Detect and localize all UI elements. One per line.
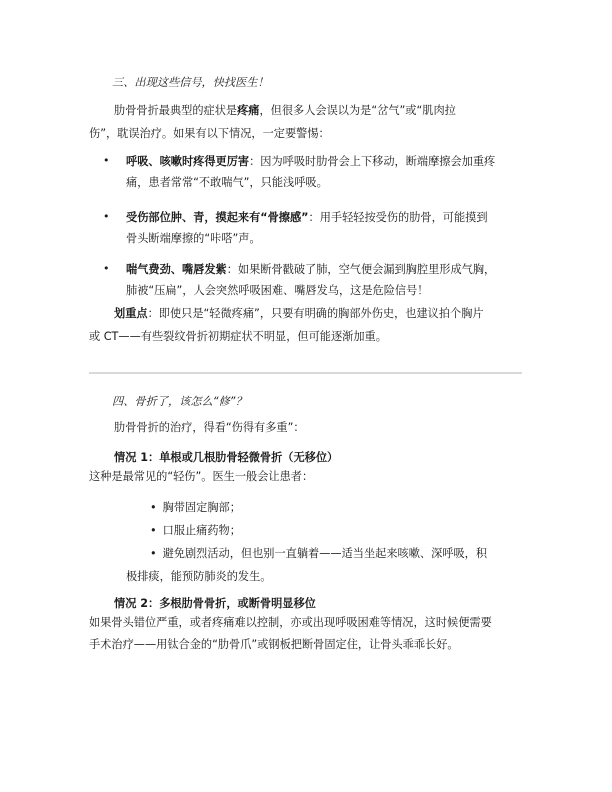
- intro-bold: 疼痛: [237, 104, 260, 117]
- key-point-line2: 或 CT——有些裂纹骨折初期症状不明显，但可能逐渐加重。: [89, 330, 387, 343]
- section-divider: [89, 372, 522, 374]
- section-3-heading: 三、出现这些信号，快找医生！: [112, 76, 269, 89]
- section-4-intro: 肋骨骨折的治疗，得看“伤得有多重”：: [114, 421, 305, 434]
- item-text: 胸带固定胸部；: [162, 501, 241, 514]
- case-1-item-avoid-activity: [150, 542, 487, 565]
- key-point-label: 划重点: [114, 307, 148, 320]
- bullet-bold: 喘气费劲、嘴唇发紫: [126, 263, 227, 276]
- case-1-item-painkillers: [150, 519, 241, 542]
- case-2-text-line2: 手术治疗——用钛合金的“肋骨爪”或钢板把断骨固定住，让骨头乖乖长好。: [89, 638, 459, 651]
- bullet-item-breathing-pain: [126, 151, 526, 193]
- bullet-item-breathing-difficulty: [126, 259, 526, 301]
- bullet-glyph: •: [103, 154, 110, 167]
- section-3-intro-line2: 伤”，耽误治疗。如果有以下情况，一定要警惕：: [89, 127, 330, 140]
- bullet-text-cont: 肺被“压扁”，人会突然呼吸困难、嘴唇发乌，这是危险信号！: [126, 284, 429, 297]
- bullet-item-swelling: [126, 207, 526, 249]
- key-point-line1: [114, 302, 484, 325]
- bullet-text: ：如果断骨戳破了肺，空气便会漏到胸腔里形成气胸，: [226, 263, 496, 276]
- bullet-text-cont: 痛，患者常常“不敢喘气”，只能浅呼吸。: [126, 176, 328, 189]
- intro-text-cont: ，但很多人会误以为是“岔气”或“肌肉拉: [259, 104, 456, 117]
- bullet-glyph: •: [150, 524, 157, 537]
- case-2-text-line1: 如果骨头错位严重，或者疼痛难以控制，亦或出现呼吸困难等情况，这时候便需要: [89, 616, 492, 629]
- bullet-glyph: •: [150, 547, 157, 560]
- bullet-glyph: •: [103, 262, 110, 275]
- section-3-intro-line1: [114, 99, 456, 122]
- bullet-text: ：用手轻轻按受伤的肋骨，可能摸到: [308, 211, 488, 224]
- bullet-bold: 受伤部位肿、青，摸起来有“骨擦感”: [126, 211, 309, 224]
- bullet-text: ：因为呼吸时肋骨会上下移动，断端摩擦会加重疼: [249, 155, 496, 168]
- case-2-title: 情况 2：多根肋骨骨折，或断骨明显移位: [114, 597, 316, 610]
- section-4-heading: 四、骨折了，该怎么“修”？: [112, 395, 247, 408]
- bullet-glyph: •: [150, 501, 157, 514]
- intro-text: 肋骨骨折最典型的症状是: [114, 104, 238, 117]
- key-point-text: ：即使只是“轻微疼痛”，只要有明确的胸部外伤史，也建议拍个胸片: [147, 307, 484, 320]
- bullet-text-cont: 骨头断端摩擦的“咔嗒”声。: [126, 232, 261, 245]
- case-1-item-chest-binder: [150, 496, 241, 519]
- bullet-glyph: •: [103, 210, 110, 223]
- case-1-intro: 这种是最常见的“轻伤”。医生一般会让患者：: [89, 470, 314, 483]
- case-1-item-avoid-activity-cont: 极排痰，能预防肺炎的发生。: [126, 570, 272, 583]
- case-1-title: 情况 1：单根或几根肋骨轻微骨折（无移位）: [114, 451, 339, 464]
- bullet-bold: 呼吸、咳嗽时疼得更厉害: [126, 155, 250, 168]
- item-text: 避免剧烈活动，但也别一直躺着——适当坐起来咳嗽、深呼吸，积: [162, 547, 488, 560]
- item-text: 口服止痛药物；: [162, 524, 241, 537]
